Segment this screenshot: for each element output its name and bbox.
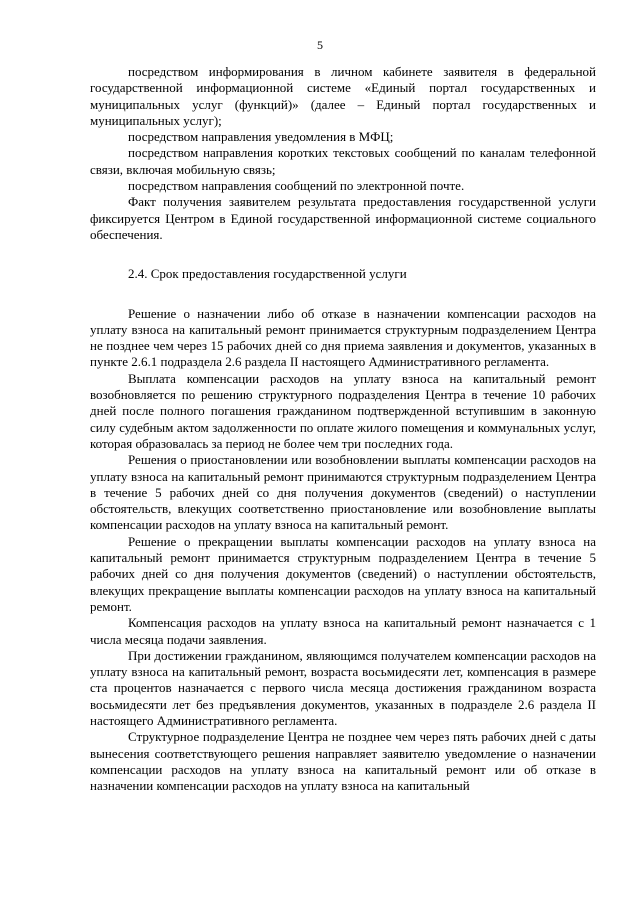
page-number: 5 bbox=[317, 38, 323, 52]
paragraph: Решение о прекращении выплаты компенсации расходов на уплату взноса на капитальный ремонт принимается структурным подразделением Центра в течение 5 рабочих дней со дня получения документов (сведений) о наступлении обстоятельств, влекущих прекращение выплаты компенсации расходов на уплату взноса на капитальный ремонт. bbox=[90, 533, 596, 614]
paragraph: Структурное подразделение Центра не позднее чем через пять рабочих дней с даты вынесения соответствующего решения направляет заявителю уведомление о назначении компенсации расходов на уплату взноса на капитальный ремонт или об отказе в назначении компенсации расходов на уплату взноса на капитальный bbox=[90, 729, 596, 794]
document-body bbox=[90, 64, 596, 794]
spacer bbox=[90, 283, 596, 306]
paragraph: Выплата компенсации расходов на уплату взноса на капитальный ремонт возобновляется по решению структурного подразделения Центра в течение 10 рабочих дней после полного погашения гражданином подтвержденной вступившим в законную силу судебным актом задолженности по оплате жилого помещения и коммунальных услуг, которая образовалась за период не более чем три последних года. bbox=[90, 370, 596, 451]
paragraph: Решения о приостановлении или возобновлении выплаты компенсации расходов на уплату взноса на капитальный ремонт принимаются структурным подразделением Центра в течение 5 рабочих дней со дня получения документов (сведений) о наступлении обстоятельств, влекущих соответственно приостановление или возобновление выплаты компенсации расходов на уплату взноса на капитальный ремонт. bbox=[90, 452, 596, 533]
paragraph: Решение о назначении либо об отказе в назначении компенсации расходов на уплату взноса на капитальный ремонт принимается структурным подразделением Центра не позднее чем через 15 рабочих дней со дня приема заявления и документов, указанных в пункте 2.6.1 подраздела 2.6 раздела II настоящего Административного регламента. bbox=[90, 305, 596, 370]
paragraph: посредством информирования в личном кабинете заявителя в федеральной государственной информационной системе «Единый портал государственных и муниципальных услуг (функций)» (далее – Единый портал государственных и муниципальных услуг); bbox=[90, 64, 596, 128]
paragraph: Компенсация расходов на уплату взноса на капитальный ремонт назначается с 1 числа месяца подачи заявления. bbox=[90, 615, 596, 647]
spacer bbox=[90, 243, 596, 266]
section-heading: 2.4. Срок предоставления государственной услуги bbox=[128, 266, 407, 282]
paragraph: посредством направления коротких текстовых сообщений по каналам телефонной связи, включая мобильную связь; bbox=[90, 145, 596, 177]
paragraph: Факт получения заявителем результата предоставления государственной услуги фиксируется Центром в Единой государственной информационной системе социального обеспечения. bbox=[90, 194, 596, 242]
paragraph: При достижении гражданином, являющимся получателем компенсации расходов на уплату взноса на капитальный ремонт, возраста восьмидесяти лет, компенсация в размере ста процентов назначается с первого числа месяца достижения гражданином возраста восьмидесяти лет без предъявления документов, указанных в подразделе 2.6 раздела II настоящего Административного регламента. bbox=[90, 647, 596, 728]
paragraph: посредством направления уведомления в МФЦ; bbox=[128, 129, 394, 145]
paragraph: посредством направления сообщений по электронной почте. bbox=[128, 178, 465, 194]
